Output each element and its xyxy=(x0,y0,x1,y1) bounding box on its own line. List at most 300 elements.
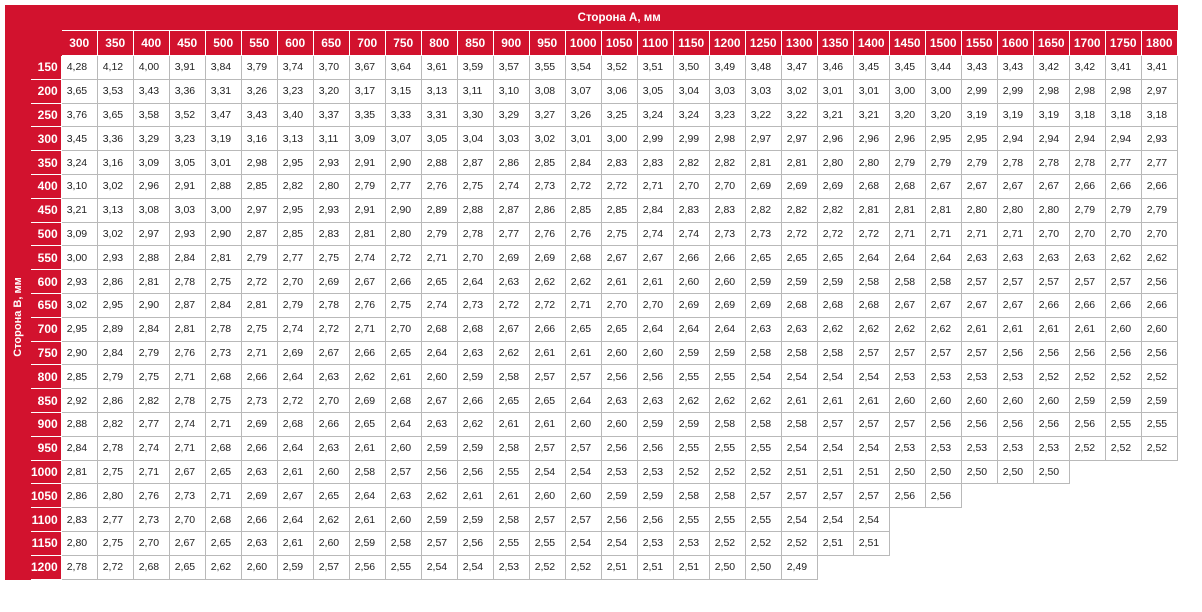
table-cell: 3,19 xyxy=(205,127,241,151)
table-cell: 2,70 xyxy=(169,508,205,532)
table-cell: 2,68 xyxy=(853,174,889,198)
table-cell: 2,88 xyxy=(133,246,169,270)
table-cell: 2,70 xyxy=(673,174,709,198)
table-cell: 2,63 xyxy=(493,270,529,294)
table-cell: 2,56 xyxy=(637,508,673,532)
table-cell: 2,81 xyxy=(133,270,169,294)
empty-cell xyxy=(1033,531,1069,555)
table-row xyxy=(6,174,1178,198)
table-cell: 2,54 xyxy=(853,508,889,532)
table-cell: 2,75 xyxy=(97,531,133,555)
table-cell: 2,99 xyxy=(997,79,1033,103)
table-cell: 2,65 xyxy=(385,341,421,365)
column-header: 750 xyxy=(385,31,421,56)
table-cell: 3,58 xyxy=(133,103,169,127)
table-cell: 2,73 xyxy=(709,222,745,246)
table-cell: 2,72 xyxy=(565,174,601,198)
table-cell: 2,80 xyxy=(817,151,853,175)
table-cell: 2,67 xyxy=(925,293,961,317)
table-cell: 2,67 xyxy=(349,270,385,294)
table-cell: 2,66 xyxy=(529,317,565,341)
table-cell: 2,50 xyxy=(709,555,745,579)
table-cell: 2,56 xyxy=(1141,341,1177,365)
table-cell: 2,85 xyxy=(241,174,277,198)
table-cell: 3,02 xyxy=(61,293,97,317)
table-cell: 2,59 xyxy=(709,341,745,365)
table-cell: 2,93 xyxy=(1141,127,1177,151)
table-cell: 2,62 xyxy=(853,317,889,341)
table-cell: 2,55 xyxy=(673,365,709,389)
table-cell: 2,79 xyxy=(1105,198,1141,222)
table-cell: 3,04 xyxy=(457,127,493,151)
table-cell: 3,43 xyxy=(997,56,1033,80)
table-cell: 2,82 xyxy=(781,198,817,222)
table-cell: 2,62 xyxy=(421,484,457,508)
empty-cell xyxy=(997,484,1033,508)
table-cell: 2,73 xyxy=(745,222,781,246)
table-cell: 2,90 xyxy=(205,222,241,246)
table-cell: 2,61 xyxy=(349,436,385,460)
table-cell: 3,51 xyxy=(637,56,673,80)
table-cell: 2,64 xyxy=(457,270,493,294)
table-cell: 2,79 xyxy=(241,246,277,270)
table-cell: 2,77 xyxy=(385,174,421,198)
row-header: 550 xyxy=(31,246,62,270)
empty-cell xyxy=(961,531,997,555)
table-cell: 2,94 xyxy=(1105,127,1141,151)
table-cell: 2,54 xyxy=(817,436,853,460)
table-cell: 2,52 xyxy=(1069,436,1105,460)
table-cell: 2,70 xyxy=(601,293,637,317)
table-cell: 2,78 xyxy=(1033,151,1069,175)
table-cell: 2,68 xyxy=(781,293,817,317)
table-cell: 2,95 xyxy=(97,293,133,317)
table-cell: 2,86 xyxy=(529,198,565,222)
table-cell: 2,66 xyxy=(1105,293,1141,317)
table-cell: 2,63 xyxy=(241,460,277,484)
table-cell: 2,69 xyxy=(817,174,853,198)
table-cell: 2,75 xyxy=(205,389,241,413)
table-cell: 2,79 xyxy=(1141,198,1177,222)
table-cell: 2,57 xyxy=(1033,270,1069,294)
table-cell: 2,68 xyxy=(853,293,889,317)
table-cell: 3,36 xyxy=(97,127,133,151)
empty-cell xyxy=(1069,508,1105,532)
column-header: 700 xyxy=(349,31,385,56)
table-cell: 3,45 xyxy=(889,56,925,80)
table-cell: 3,49 xyxy=(709,56,745,80)
table-cell: 3,01 xyxy=(565,127,601,151)
table-cell: 2,65 xyxy=(601,317,637,341)
table-cell: 3,43 xyxy=(133,79,169,103)
table-cell: 2,70 xyxy=(457,246,493,270)
table-cell: 2,76 xyxy=(529,222,565,246)
table-cell: 2,60 xyxy=(637,341,673,365)
table-cell: 2,52 xyxy=(1105,436,1141,460)
table-cell: 2,75 xyxy=(385,293,421,317)
table-cell: 2,69 xyxy=(277,341,313,365)
table-cell: 2,66 xyxy=(241,365,277,389)
table-cell: 2,57 xyxy=(925,341,961,365)
table-cell: 2,96 xyxy=(853,127,889,151)
table-cell: 2,58 xyxy=(709,412,745,436)
table-cell: 2,79 xyxy=(1069,198,1105,222)
table-row xyxy=(6,270,1178,294)
table-cell: 2,74 xyxy=(133,436,169,460)
row-header: 400 xyxy=(31,174,62,198)
table-cell: 2,81 xyxy=(781,151,817,175)
table-cell: 2,67 xyxy=(997,293,1033,317)
column-header: 1300 xyxy=(781,31,817,56)
table-cell: 2,50 xyxy=(1033,460,1069,484)
table-cell: 2,65 xyxy=(205,531,241,555)
table-cell: 3,13 xyxy=(421,79,457,103)
table-cell: 2,62 xyxy=(673,389,709,413)
table-cell: 2,99 xyxy=(961,79,997,103)
table-cell: 2,64 xyxy=(385,412,421,436)
table-cell: 2,65 xyxy=(493,389,529,413)
table-cell: 3,02 xyxy=(97,222,133,246)
table-row xyxy=(6,103,1178,127)
table-cell: 2,81 xyxy=(61,460,97,484)
table-cell: 3,23 xyxy=(169,127,205,151)
table-cell: 2,60 xyxy=(529,484,565,508)
table-cell: 3,00 xyxy=(205,198,241,222)
row-header: 1000 xyxy=(31,460,62,484)
table-cell: 3,44 xyxy=(925,56,961,80)
table-cell: 2,72 xyxy=(781,222,817,246)
table-cell: 2,66 xyxy=(457,389,493,413)
empty-cell xyxy=(889,555,925,579)
empty-cell xyxy=(1105,460,1141,484)
table-cell: 2,65 xyxy=(205,460,241,484)
table-cell: 2,75 xyxy=(205,270,241,294)
table-row xyxy=(6,555,1178,579)
table-cell: 3,03 xyxy=(745,79,781,103)
table-cell: 2,66 xyxy=(241,508,277,532)
table-cell: 2,68 xyxy=(385,389,421,413)
table-cell: 2,55 xyxy=(745,436,781,460)
table-cell: 2,61 xyxy=(277,460,313,484)
table-cell: 2,86 xyxy=(97,270,133,294)
table-cell: 3,08 xyxy=(529,79,565,103)
table-cell: 2,80 xyxy=(961,198,997,222)
table-cell: 2,65 xyxy=(565,317,601,341)
table-cell: 2,56 xyxy=(889,484,925,508)
table-cell: 2,59 xyxy=(637,412,673,436)
table-cell: 2,52 xyxy=(565,555,601,579)
table-corner xyxy=(6,6,62,56)
table-cell: 2,71 xyxy=(925,222,961,246)
table-cell: 2,58 xyxy=(493,365,529,389)
table-cell: 2,67 xyxy=(961,293,997,317)
table-cell: 2,57 xyxy=(997,270,1033,294)
table-cell: 3,02 xyxy=(781,79,817,103)
table-cell: 2,50 xyxy=(889,460,925,484)
table-cell: 2,68 xyxy=(133,555,169,579)
table-cell: 2,77 xyxy=(133,412,169,436)
column-header: 1550 xyxy=(961,31,997,56)
table-cell: 2,61 xyxy=(349,508,385,532)
table-cell: 2,62 xyxy=(529,270,565,294)
table-cell: 2,83 xyxy=(61,508,97,532)
table-cell: 2,52 xyxy=(709,460,745,484)
table-cell: 2,88 xyxy=(421,151,457,175)
table-cell: 3,52 xyxy=(169,103,205,127)
table-cell: 2,58 xyxy=(889,270,925,294)
row-header: 1150 xyxy=(31,531,62,555)
table-cell: 2,51 xyxy=(673,555,709,579)
table-cell: 2,58 xyxy=(817,341,853,365)
table-cell: 2,55 xyxy=(1141,412,1177,436)
table-cell: 2,56 xyxy=(1033,412,1069,436)
table-cell: 2,87 xyxy=(457,151,493,175)
table-cell: 2,59 xyxy=(349,531,385,555)
row-header: 1050 xyxy=(31,484,62,508)
table-cell: 2,96 xyxy=(817,127,853,151)
table-cell: 3,65 xyxy=(97,103,133,127)
table-cell: 2,66 xyxy=(709,246,745,270)
table-cell: 2,95 xyxy=(277,198,313,222)
table-cell: 2,62 xyxy=(925,317,961,341)
table-row xyxy=(6,246,1178,270)
table-cell: 3,21 xyxy=(853,103,889,127)
table-cell: 2,56 xyxy=(1141,270,1177,294)
table-cell: 2,61 xyxy=(565,341,601,365)
table-cell: 2,54 xyxy=(601,531,637,555)
table-cell: 2,63 xyxy=(997,246,1033,270)
table-cell: 2,56 xyxy=(637,436,673,460)
table-cell: 2,61 xyxy=(961,317,997,341)
table-cell: 2,58 xyxy=(781,341,817,365)
table-cell: 2,56 xyxy=(457,531,493,555)
table-cell: 2,52 xyxy=(1069,365,1105,389)
table-cell: 2,59 xyxy=(1141,389,1177,413)
table-cell: 3,15 xyxy=(385,79,421,103)
table-cell: 2,56 xyxy=(961,412,997,436)
table-cell: 2,72 xyxy=(97,555,133,579)
table-cell: 2,52 xyxy=(673,460,709,484)
row-header: 1200 xyxy=(31,555,62,579)
table-cell: 2,71 xyxy=(349,317,385,341)
table-cell: 2,50 xyxy=(925,460,961,484)
table-cell: 2,98 xyxy=(709,127,745,151)
table-cell: 2,69 xyxy=(745,293,781,317)
table-cell: 2,66 xyxy=(241,436,277,460)
row-header: 600 xyxy=(31,270,62,294)
table-cell: 2,60 xyxy=(313,460,349,484)
row-header: 950 xyxy=(31,436,62,460)
row-header: 1100 xyxy=(31,508,62,532)
table-cell: 2,66 xyxy=(1105,174,1141,198)
table-cell: 2,56 xyxy=(1105,341,1141,365)
empty-cell xyxy=(961,484,997,508)
table-cell: 2,56 xyxy=(601,365,637,389)
table-cell: 2,81 xyxy=(349,222,385,246)
column-header: 600 xyxy=(277,31,313,56)
table-cell: 2,78 xyxy=(205,317,241,341)
table-cell: 2,78 xyxy=(457,222,493,246)
table-cell: 3,05 xyxy=(169,151,205,175)
table-cell: 2,59 xyxy=(781,270,817,294)
table-cell: 2,74 xyxy=(169,412,205,436)
table-cell: 2,66 xyxy=(349,341,385,365)
table-cell: 2,85 xyxy=(565,198,601,222)
table-cell: 2,84 xyxy=(133,317,169,341)
table-cell: 2,53 xyxy=(925,436,961,460)
table-cell: 2,87 xyxy=(493,198,529,222)
table-cell: 2,64 xyxy=(277,508,313,532)
table-cell: 2,80 xyxy=(97,484,133,508)
table-cell: 2,59 xyxy=(457,508,493,532)
table-cell: 2,58 xyxy=(745,412,781,436)
table-cell: 2,75 xyxy=(601,222,637,246)
table-cell: 2,57 xyxy=(853,484,889,508)
table-cell: 2,61 xyxy=(853,389,889,413)
empty-cell xyxy=(997,508,1033,532)
table-cell: 2,65 xyxy=(169,555,205,579)
table-cell: 3,42 xyxy=(1069,56,1105,80)
table-cell: 2,61 xyxy=(493,412,529,436)
table-cell: 2,64 xyxy=(421,341,457,365)
table-cell: 3,50 xyxy=(673,56,709,80)
row-header: 250 xyxy=(31,103,62,127)
table-cell: 2,57 xyxy=(529,365,565,389)
table-cell: 2,63 xyxy=(241,531,277,555)
table-cell: 2,98 xyxy=(1033,79,1069,103)
table-cell: 3,10 xyxy=(493,79,529,103)
table-cell: 2,54 xyxy=(457,555,493,579)
table-cell: 2,67 xyxy=(997,174,1033,198)
table-cell: 3,11 xyxy=(457,79,493,103)
table-cell: 2,60 xyxy=(997,389,1033,413)
table-cell: 2,71 xyxy=(205,484,241,508)
table-cell: 2,84 xyxy=(205,293,241,317)
table-cell: 2,66 xyxy=(1069,293,1105,317)
table-cell: 2,62 xyxy=(889,317,925,341)
table-cell: 2,57 xyxy=(853,341,889,365)
table-cell: 2,55 xyxy=(673,508,709,532)
table-cell: 2,65 xyxy=(349,412,385,436)
table-cell: 2,58 xyxy=(853,270,889,294)
table-cell: 2,67 xyxy=(421,389,457,413)
table-cell: 2,60 xyxy=(709,270,745,294)
table-cell: 3,22 xyxy=(781,103,817,127)
table-cell: 2,53 xyxy=(1033,436,1069,460)
table-cell: 2,81 xyxy=(925,198,961,222)
table-cell: 2,78 xyxy=(97,436,133,460)
table-cell: 2,86 xyxy=(61,484,97,508)
table-cell: 2,78 xyxy=(1069,151,1105,175)
table-cell: 2,60 xyxy=(1141,317,1177,341)
table-cell: 2,60 xyxy=(601,412,637,436)
table-cell: 3,74 xyxy=(277,56,313,80)
table-cell: 2,59 xyxy=(1105,389,1141,413)
table-row xyxy=(6,127,1178,151)
table-cell: 2,51 xyxy=(853,531,889,555)
table-cell: 2,61 xyxy=(601,270,637,294)
empty-cell xyxy=(1033,484,1069,508)
table-cell: 2,65 xyxy=(313,484,349,508)
table-cell: 2,74 xyxy=(349,246,385,270)
table-cell: 2,54 xyxy=(781,508,817,532)
table-row xyxy=(6,436,1178,460)
table-cell: 2,62 xyxy=(1105,246,1141,270)
table-cell: 2,85 xyxy=(529,151,565,175)
row-header: 500 xyxy=(31,222,62,246)
table-cell: 2,59 xyxy=(745,270,781,294)
table-cell: 2,66 xyxy=(673,246,709,270)
table-cell: 2,70 xyxy=(1069,222,1105,246)
table-cell: 2,64 xyxy=(925,246,961,270)
table-cell: 2,53 xyxy=(925,365,961,389)
table-cell: 3,07 xyxy=(385,127,421,151)
table-cell: 3,00 xyxy=(61,246,97,270)
table-cell: 2,52 xyxy=(1105,365,1141,389)
table-cell: 2,56 xyxy=(1069,412,1105,436)
table-cell: 2,69 xyxy=(493,246,529,270)
table-cell: 2,51 xyxy=(601,555,637,579)
table-cell: 2,63 xyxy=(1069,246,1105,270)
table-cell: 2,59 xyxy=(1069,389,1105,413)
table-cell: 2,81 xyxy=(853,198,889,222)
table-cell: 3,18 xyxy=(1141,103,1177,127)
empty-cell xyxy=(889,531,925,555)
table-cell: 3,20 xyxy=(889,103,925,127)
empty-cell xyxy=(1141,460,1177,484)
table-cell: 2,66 xyxy=(1069,174,1105,198)
table-cell: 2,52 xyxy=(529,555,565,579)
column-header: 1000 xyxy=(565,31,601,56)
table-row xyxy=(6,460,1178,484)
table-cell: 2,58 xyxy=(493,508,529,532)
table-cell: 3,64 xyxy=(385,56,421,80)
empty-cell xyxy=(853,555,889,579)
table-cell: 2,70 xyxy=(277,270,313,294)
table-cell: 3,06 xyxy=(601,79,637,103)
table-cell: 3,43 xyxy=(241,103,277,127)
empty-cell xyxy=(925,555,961,579)
table-cell: 2,60 xyxy=(1105,317,1141,341)
column-header: 850 xyxy=(457,31,493,56)
table-cell: 2,94 xyxy=(1069,127,1105,151)
table-cell: 3,21 xyxy=(61,198,97,222)
table-cell: 2,67 xyxy=(169,531,205,555)
table-cell: 3,47 xyxy=(205,103,241,127)
table-cell: 2,57 xyxy=(313,555,349,579)
table-cell: 2,58 xyxy=(709,484,745,508)
table-cell: 2,79 xyxy=(421,222,457,246)
table-cell: 2,72 xyxy=(853,222,889,246)
table-cell: 2,57 xyxy=(781,484,817,508)
coefficient-table xyxy=(5,5,1178,580)
table-cell: 3,09 xyxy=(61,222,97,246)
table-cell: 2,53 xyxy=(961,436,997,460)
table-cell: 3,54 xyxy=(565,56,601,80)
table-cell: 2,68 xyxy=(205,508,241,532)
row-header: 300 xyxy=(31,127,62,151)
table-cell: 2,60 xyxy=(565,412,601,436)
side-b-header xyxy=(6,56,31,580)
table-cell: 2,97 xyxy=(745,127,781,151)
table-cell: 2,82 xyxy=(745,198,781,222)
table-cell: 2,70 xyxy=(313,389,349,413)
table-cell: 3,29 xyxy=(133,127,169,151)
table-cell: 3,22 xyxy=(745,103,781,127)
table-cell: 2,57 xyxy=(565,508,601,532)
table-cell: 2,68 xyxy=(205,365,241,389)
table-cell: 2,52 xyxy=(781,531,817,555)
